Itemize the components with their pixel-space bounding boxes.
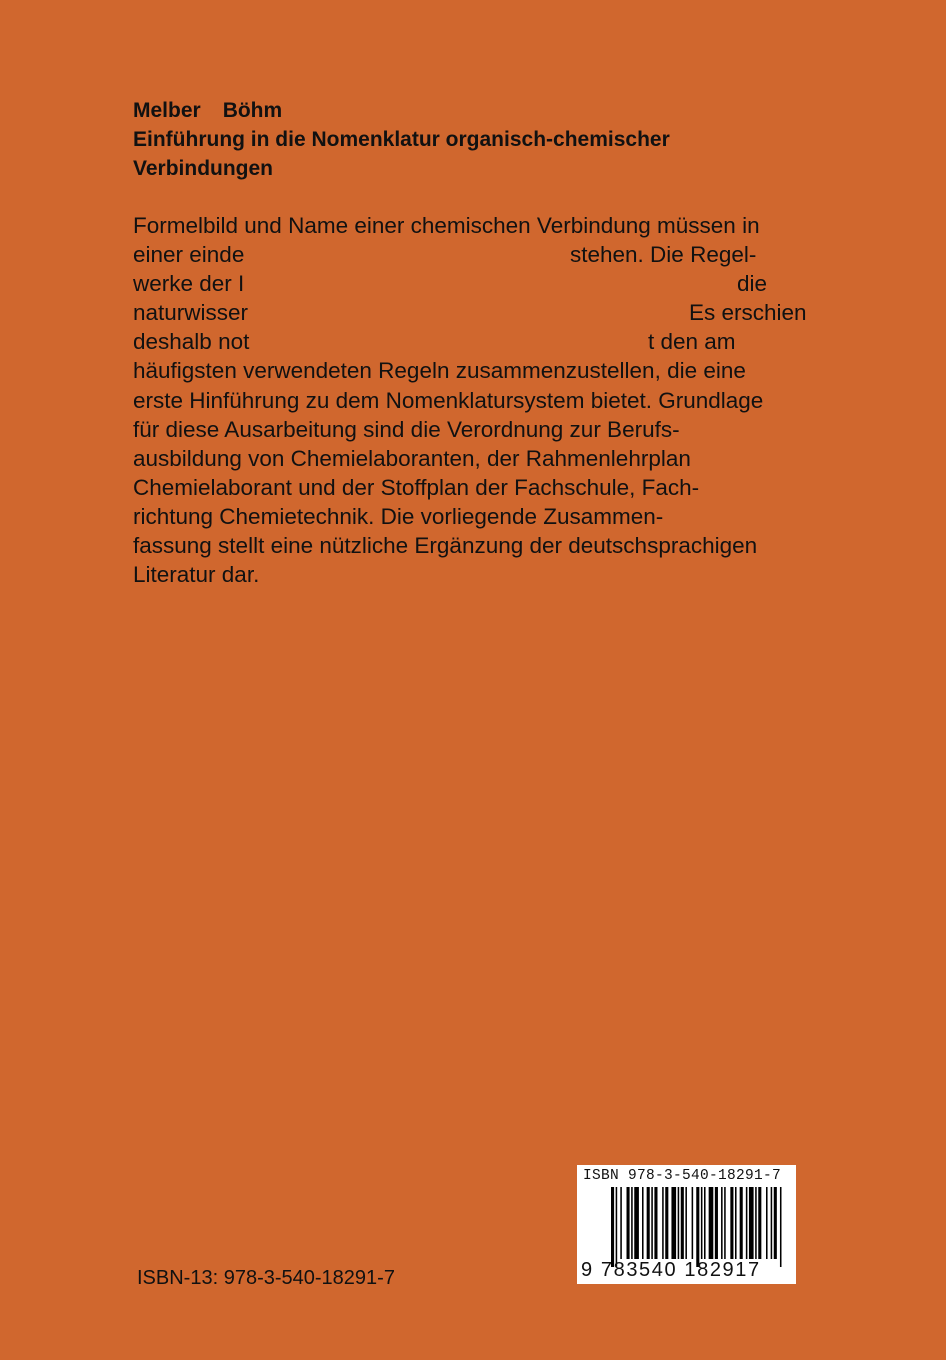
barcode-bar: [627, 1187, 630, 1259]
barcode-bar: [704, 1187, 706, 1259]
barcode-bar: [749, 1187, 754, 1259]
barcode-bar: [724, 1187, 726, 1259]
barcode-bar: [631, 1187, 633, 1259]
barcode-label: [577, 1165, 796, 1284]
barcode-bar: [735, 1187, 737, 1259]
blurb-segment: die: [737, 271, 768, 297]
barcode-isbn-text: ISBN 978-3-540-18291-7: [583, 1168, 782, 1184]
author-name: Melber: [133, 99, 201, 122]
blurb-line: [133, 386, 893, 415]
blurb-segment: ausbildung von Chemielaboranten, der Rahmenlehrplan: [133, 445, 691, 471]
barcode-bar: [696, 1187, 699, 1267]
blurb-text: [133, 211, 893, 589]
blurb-segment: stehen. Die Regel-: [570, 242, 757, 268]
blurb-line: [133, 356, 893, 385]
barcode-bar: [665, 1187, 668, 1259]
barcode-bar: [678, 1187, 680, 1259]
blurb-segment: deshalb not: [133, 329, 250, 355]
barcode-bar: [780, 1187, 782, 1267]
blurb-segment: Formelbild und Name einer chemischen Verbindung müssen in: [133, 213, 760, 238]
blurb-segment: erste Hinführung zu dem Nomenklatursystem bietet. Grundlage: [133, 387, 764, 413]
blurb-line: [133, 269, 893, 298]
barcode-bar: [774, 1187, 777, 1259]
blurb-line: [133, 560, 893, 589]
blurb-line: [133, 240, 893, 269]
barcode-bar: [654, 1187, 657, 1259]
blurb-segment: werke der I: [133, 271, 245, 297]
blurb-segment: häufigsten verwendeten Regeln zusammenzustellen, die eine: [133, 358, 746, 384]
blurb-line: [133, 211, 893, 240]
barcode-bar: [746, 1187, 748, 1259]
barcode-bar: [701, 1187, 703, 1259]
barcode-bar: [620, 1187, 622, 1259]
blurb-line: [133, 298, 893, 327]
blurb-line: [133, 531, 893, 560]
blurb-segment: Chemielaborant und der Stoffplan der Fachschule, Fach-: [133, 474, 700, 500]
blurb-line: [133, 327, 893, 356]
book-header: [133, 96, 893, 183]
barcode-bar: [771, 1187, 773, 1259]
blurb-segment: t den am: [648, 329, 736, 355]
barcode-bar: [709, 1187, 714, 1259]
barcode-bar: [755, 1187, 757, 1259]
barcode-bar: [692, 1187, 694, 1259]
barcode-bar: [647, 1187, 650, 1259]
barcode-digits: 9 783540 182917: [581, 1259, 761, 1281]
barcode-bar: [740, 1187, 743, 1259]
author-name: Böhm: [222, 99, 283, 122]
blurb-segment: einer einde: [133, 242, 245, 268]
barcode-bar: [715, 1187, 718, 1259]
isbn-13-text: ISBN-13: 978-3-540-18291-7: [137, 1267, 395, 1289]
barcode-bar: [634, 1187, 639, 1259]
barcode-bar: [730, 1187, 733, 1259]
barcode-bar: [671, 1187, 676, 1259]
authors: [133, 96, 893, 125]
barcode-bar: [662, 1187, 664, 1259]
blurb-line: [133, 473, 893, 502]
barcode-bar: [758, 1187, 761, 1259]
barcode-bar: [766, 1187, 768, 1259]
blurb-line: [133, 415, 893, 444]
barcode-bar: [616, 1187, 618, 1267]
book-title-continued: Verbindungen: [133, 157, 274, 180]
blurb-segment: für diese Ausarbeitung sind die Verordnung zur Berufs-: [133, 416, 680, 442]
blurb-segment: Literatur dar.: [133, 562, 260, 588]
barcode-bar: [685, 1187, 687, 1259]
barcode-bar: [642, 1187, 644, 1259]
blurb-segment: fassung stellt eine nützliche Ergänzung der deutschsprachigen: [133, 533, 758, 559]
barcode-bar: [721, 1187, 723, 1259]
blurb-line: [133, 502, 893, 531]
blurb-segment: naturwisser: [133, 300, 249, 326]
barcode-bar: [681, 1187, 684, 1259]
book-title: Einführung in die Nomenklatur organisch-chemischer: [133, 128, 670, 151]
blurb-segment: richtung Chemietechnik. Die vorliegende Zusammen-: [133, 503, 664, 529]
barcode-bar: [611, 1187, 614, 1267]
barcode-bar: [651, 1187, 653, 1259]
blurb-segment: Es erschien: [689, 300, 807, 326]
blurb-line: [133, 444, 893, 473]
